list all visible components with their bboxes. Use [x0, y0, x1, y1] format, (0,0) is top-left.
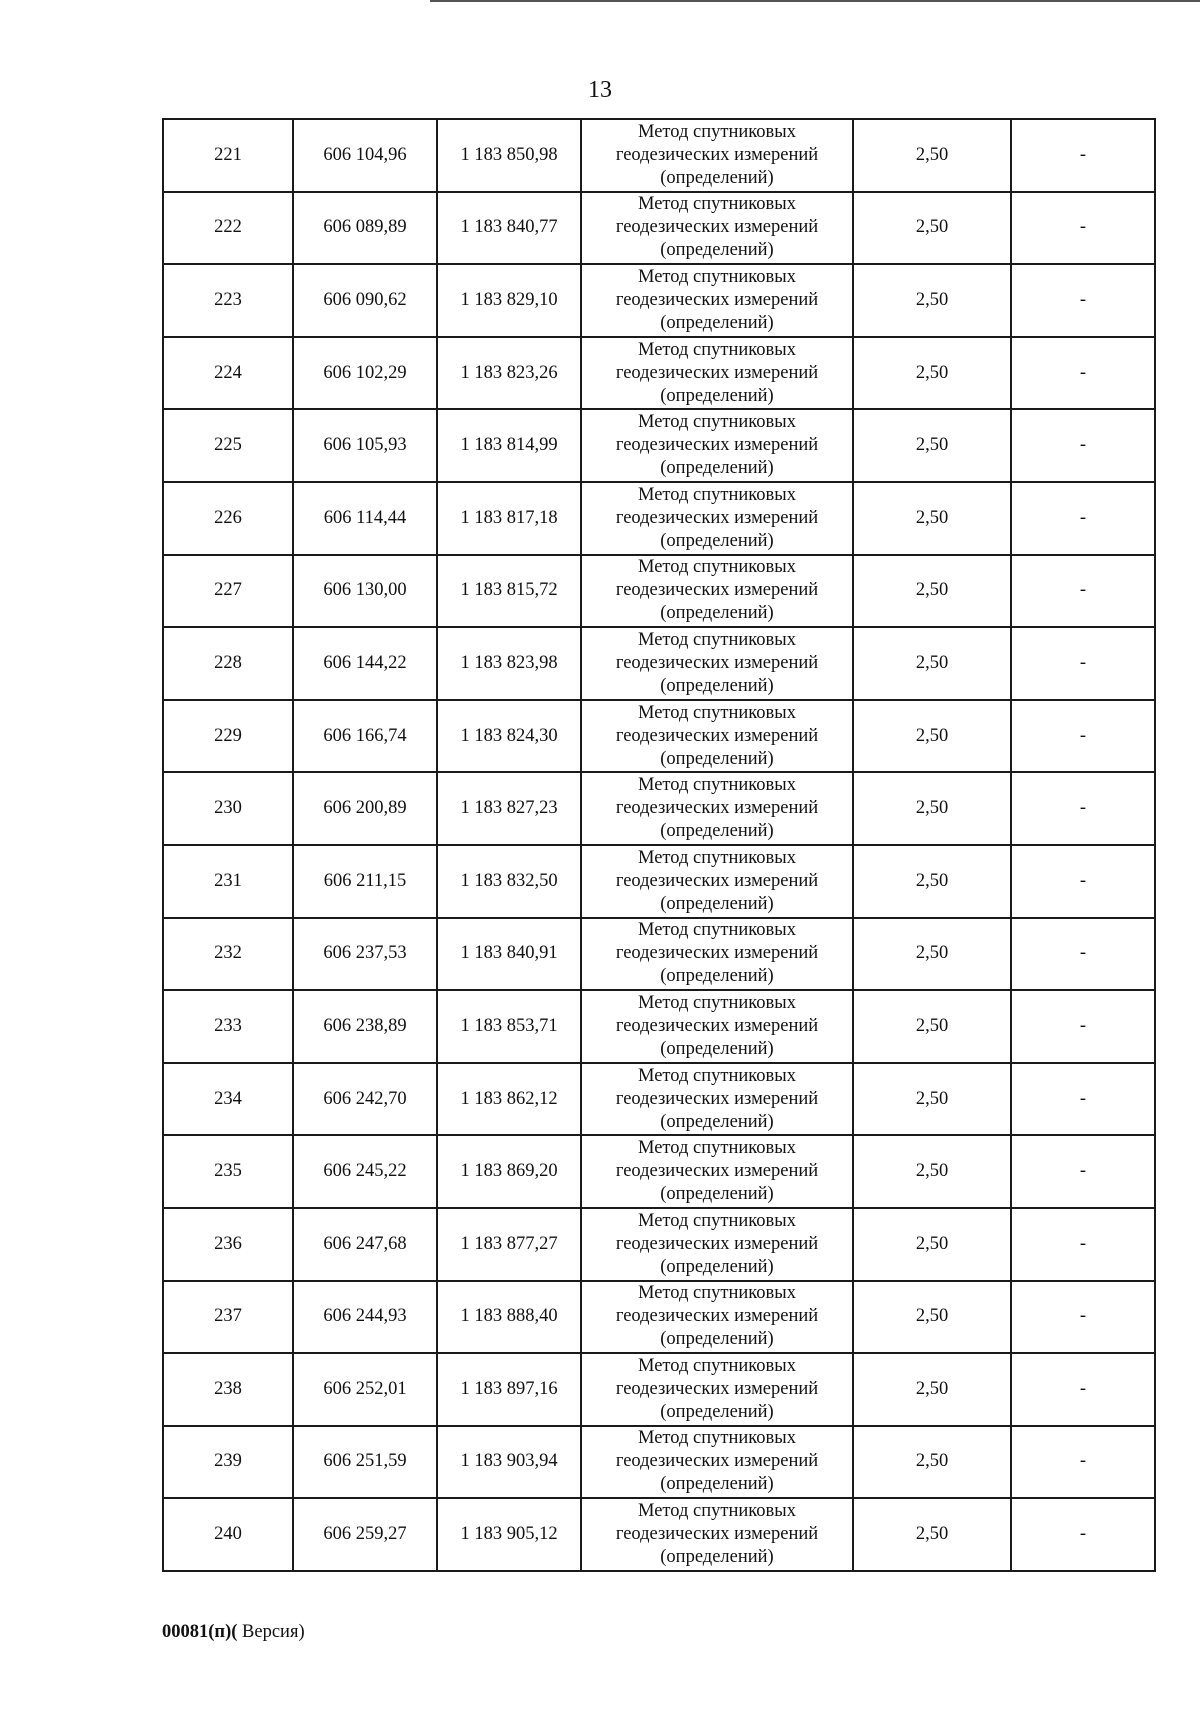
y-coordinate-cell: 1 183 905,12 — [437, 1498, 581, 1571]
method-cell — [581, 627, 853, 700]
method-line: Метод спутниковых — [638, 629, 796, 650]
table-row — [163, 1426, 1155, 1499]
method-line: (определений) — [660, 530, 774, 551]
method-cell — [581, 1353, 853, 1426]
method-line: геодезических измерений — [615, 1378, 819, 1399]
y-coordinate-cell: 1 183 815,72 — [437, 555, 581, 628]
table-row — [163, 555, 1155, 628]
point-number-cell: 233 — [163, 990, 293, 1063]
method-line: Метод спутниковых — [638, 194, 796, 215]
method-line: геодезических измерений — [615, 652, 819, 673]
point-number-cell: 223 — [163, 264, 293, 337]
x-coordinate-cell: 606 104,96 — [293, 119, 437, 192]
method-line: (определений) — [660, 1184, 774, 1205]
method-line: Метод спутниковых — [638, 1283, 796, 1304]
method-line: (определений) — [660, 1547, 774, 1568]
method-line: (определений) — [660, 603, 774, 624]
method-line: геодезических измерений — [615, 1233, 819, 1254]
y-coordinate-cell: 1 183 840,91 — [437, 918, 581, 991]
point-number-cell: 234 — [163, 1063, 293, 1136]
note-cell: - — [1011, 555, 1155, 628]
x-coordinate-cell: 606 130,00 — [293, 555, 437, 628]
method-line: Метод спутниковых — [638, 1355, 796, 1376]
document-footer — [162, 1622, 305, 1643]
x-coordinate-cell: 606 237,53 — [293, 918, 437, 991]
x-coordinate-cell: 606 252,01 — [293, 1353, 437, 1426]
y-coordinate-cell: 1 183 877,27 — [437, 1208, 581, 1281]
table-row — [163, 264, 1155, 337]
accuracy-cell: 2,50 — [853, 555, 1011, 628]
point-number-cell: 225 — [163, 409, 293, 482]
method-line: Метод спутниковых — [638, 847, 796, 868]
accuracy-cell: 2,50 — [853, 119, 1011, 192]
y-coordinate-cell: 1 183 817,18 — [437, 482, 581, 555]
x-coordinate-cell: 606 247,68 — [293, 1208, 437, 1281]
note-cell: - — [1011, 1498, 1155, 1571]
y-coordinate-cell: 1 183 850,98 — [437, 119, 581, 192]
method-cell — [581, 264, 853, 337]
x-coordinate-cell: 606 251,59 — [293, 1426, 437, 1499]
x-coordinate-cell: 606 114,44 — [293, 482, 437, 555]
point-number-cell: 235 — [163, 1135, 293, 1208]
y-coordinate-cell: 1 183 869,20 — [437, 1135, 581, 1208]
coordinates-table — [162, 118, 1156, 1572]
method-line: (определений) — [660, 1401, 774, 1422]
method-line: (определений) — [660, 167, 774, 188]
note-cell: - — [1011, 918, 1155, 991]
method-line: (определений) — [660, 312, 774, 333]
y-coordinate-cell: 1 183 897,16 — [437, 1353, 581, 1426]
y-coordinate-cell: 1 183 827,23 — [437, 772, 581, 845]
method-line: Метод спутниковых — [638, 920, 796, 941]
accuracy-cell: 2,50 — [853, 700, 1011, 773]
method-line: геодезических измерений — [615, 144, 819, 165]
y-coordinate-cell: 1 183 840,77 — [437, 192, 581, 265]
x-coordinate-cell: 606 244,93 — [293, 1281, 437, 1354]
method-line: (определений) — [660, 240, 774, 261]
table-row — [163, 845, 1155, 918]
table-row — [163, 918, 1155, 991]
y-coordinate-cell: 1 183 853,71 — [437, 990, 581, 1063]
point-number-cell: 227 — [163, 555, 293, 628]
x-coordinate-cell: 606 105,93 — [293, 409, 437, 482]
y-coordinate-cell: 1 183 823,98 — [437, 627, 581, 700]
accuracy-cell: 2,50 — [853, 918, 1011, 991]
accuracy-cell: 2,50 — [853, 1281, 1011, 1354]
method-line: (определений) — [660, 1474, 774, 1495]
method-line: Метод спутниковых — [638, 1210, 796, 1231]
x-coordinate-cell: 606 200,89 — [293, 772, 437, 845]
note-cell: - — [1011, 990, 1155, 1063]
accuracy-cell: 2,50 — [853, 845, 1011, 918]
point-number-cell: 232 — [163, 918, 293, 991]
method-line: геодезических измерений — [615, 580, 819, 601]
method-line: Метод спутниковых — [638, 1138, 796, 1159]
table-row — [163, 1281, 1155, 1354]
scan-edge-line — [430, 0, 1200, 2]
x-coordinate-cell: 606 144,22 — [293, 627, 437, 700]
note-cell: - — [1011, 627, 1155, 700]
x-coordinate-cell: 606 242,70 — [293, 1063, 437, 1136]
accuracy-cell: 2,50 — [853, 482, 1011, 555]
y-coordinate-cell: 1 183 862,12 — [437, 1063, 581, 1136]
method-line: геодезических измерений — [615, 798, 819, 819]
accuracy-cell: 2,50 — [853, 1063, 1011, 1136]
accuracy-cell: 2,50 — [853, 264, 1011, 337]
method-line: Метод спутниковых — [638, 775, 796, 796]
accuracy-cell: 2,50 — [853, 1498, 1011, 1571]
table-row — [163, 1135, 1155, 1208]
method-line: геодезических измерений — [615, 1451, 819, 1472]
method-cell — [581, 1135, 853, 1208]
table-row — [163, 700, 1155, 773]
method-line: Метод спутниковых — [638, 412, 796, 433]
table-row — [163, 337, 1155, 410]
x-coordinate-cell: 606 259,27 — [293, 1498, 437, 1571]
method-line: (определений) — [660, 966, 774, 987]
y-coordinate-cell: 1 183 824,30 — [437, 700, 581, 773]
table-row — [163, 772, 1155, 845]
method-cell — [581, 918, 853, 991]
method-cell — [581, 700, 853, 773]
table-row — [163, 482, 1155, 555]
method-line: геодезических измерений — [615, 1524, 819, 1545]
point-number-cell: 238 — [163, 1353, 293, 1426]
method-line: геодезических измерений — [615, 289, 819, 310]
method-line: геодезических измерений — [615, 1015, 819, 1036]
point-number-cell: 240 — [163, 1498, 293, 1571]
note-cell: - — [1011, 1353, 1155, 1426]
method-line: геодезических измерений — [615, 870, 819, 891]
method-line: Метод спутниковых — [638, 339, 796, 360]
method-cell — [581, 1281, 853, 1354]
x-coordinate-cell: 606 238,89 — [293, 990, 437, 1063]
y-coordinate-cell: 1 183 832,50 — [437, 845, 581, 918]
method-line: (определений) — [660, 893, 774, 914]
method-cell — [581, 1498, 853, 1571]
point-number-cell: 231 — [163, 845, 293, 918]
table-row — [163, 119, 1155, 192]
method-line: (определений) — [660, 675, 774, 696]
note-cell: - — [1011, 1135, 1155, 1208]
method-line: (определений) — [660, 1038, 774, 1059]
method-line: геодезических измерений — [615, 725, 819, 746]
y-coordinate-cell: 1 183 814,99 — [437, 409, 581, 482]
y-coordinate-cell: 1 183 888,40 — [437, 1281, 581, 1354]
x-coordinate-cell: 606 090,62 — [293, 264, 437, 337]
note-cell: - — [1011, 337, 1155, 410]
note-cell: - — [1011, 119, 1155, 192]
method-cell — [581, 119, 853, 192]
accuracy-cell: 2,50 — [853, 409, 1011, 482]
method-line: Метод спутниковых — [638, 484, 796, 505]
coordinates-table-body — [163, 119, 1155, 1571]
method-line: (определений) — [660, 1111, 774, 1132]
note-cell: - — [1011, 1063, 1155, 1136]
accuracy-cell: 2,50 — [853, 192, 1011, 265]
method-line: Метод спутниковых — [638, 1428, 796, 1449]
method-line: Метод спутниковых — [638, 702, 796, 723]
accuracy-cell: 2,50 — [853, 337, 1011, 410]
point-number-cell: 229 — [163, 700, 293, 773]
note-cell: - — [1011, 192, 1155, 265]
point-number-cell: 226 — [163, 482, 293, 555]
accuracy-cell: 2,50 — [853, 1353, 1011, 1426]
footer-version: Версия) — [237, 1622, 305, 1642]
method-line: Метод спутниковых — [638, 557, 796, 578]
method-cell — [581, 482, 853, 555]
point-number-cell: 224 — [163, 337, 293, 410]
x-coordinate-cell: 606 166,74 — [293, 700, 437, 773]
method-cell — [581, 1063, 853, 1136]
accuracy-cell: 2,50 — [853, 772, 1011, 845]
accuracy-cell: 2,50 — [853, 990, 1011, 1063]
x-coordinate-cell: 606 211,15 — [293, 845, 437, 918]
point-number-cell: 237 — [163, 1281, 293, 1354]
method-line: геодезических измерений — [615, 943, 819, 964]
note-cell: - — [1011, 700, 1155, 773]
page-number: 13 — [588, 77, 612, 103]
method-line: Метод спутниковых — [638, 1065, 796, 1086]
y-coordinate-cell: 1 183 829,10 — [437, 264, 581, 337]
note-cell: - — [1011, 772, 1155, 845]
method-cell — [581, 337, 853, 410]
point-number-cell: 230 — [163, 772, 293, 845]
table-row — [163, 990, 1155, 1063]
note-cell: - — [1011, 1426, 1155, 1499]
note-cell: - — [1011, 264, 1155, 337]
method-line: (определений) — [660, 385, 774, 406]
y-coordinate-cell: 1 183 823,26 — [437, 337, 581, 410]
method-line: геодезических измерений — [615, 1088, 819, 1109]
method-line: геодезических измерений — [615, 507, 819, 528]
y-coordinate-cell: 1 183 903,94 — [437, 1426, 581, 1499]
table-row — [163, 627, 1155, 700]
note-cell: - — [1011, 409, 1155, 482]
accuracy-cell: 2,50 — [853, 1426, 1011, 1499]
point-number-cell: 236 — [163, 1208, 293, 1281]
method-line: геодезических измерений — [615, 362, 819, 383]
x-coordinate-cell: 606 245,22 — [293, 1135, 437, 1208]
method-line: (определений) — [660, 821, 774, 842]
table-row — [163, 409, 1155, 482]
method-line: Метод спутниковых — [638, 266, 796, 287]
point-number-cell: 222 — [163, 192, 293, 265]
method-line: геодезических измерений — [615, 1306, 819, 1327]
method-cell — [581, 1426, 853, 1499]
note-cell: - — [1011, 845, 1155, 918]
x-coordinate-cell: 606 102,29 — [293, 337, 437, 410]
method-line: геодезических измерений — [615, 217, 819, 238]
method-cell — [581, 772, 853, 845]
method-line: геодезических измерений — [615, 1161, 819, 1182]
x-coordinate-cell: 606 089,89 — [293, 192, 437, 265]
method-cell — [581, 555, 853, 628]
point-number-cell: 228 — [163, 627, 293, 700]
point-number-cell: 221 — [163, 119, 293, 192]
footer-code: 00081(п)( — [162, 1622, 238, 1642]
method-line: Метод спутниковых — [638, 1501, 796, 1522]
note-cell: - — [1011, 1208, 1155, 1281]
method-line: (определений) — [660, 458, 774, 479]
method-line: (определений) — [660, 1329, 774, 1350]
table-row — [163, 1353, 1155, 1426]
method-line: геодезических измерений — [615, 435, 819, 456]
method-line: Метод спутниковых — [638, 992, 796, 1013]
note-cell: - — [1011, 1281, 1155, 1354]
method-line: (определений) — [660, 748, 774, 769]
table-row — [163, 1498, 1155, 1571]
table-row — [163, 1208, 1155, 1281]
method-cell — [581, 990, 853, 1063]
table-row — [163, 1063, 1155, 1136]
method-cell — [581, 192, 853, 265]
method-cell — [581, 1208, 853, 1281]
table-row — [163, 192, 1155, 265]
accuracy-cell: 2,50 — [853, 1135, 1011, 1208]
accuracy-cell: 2,50 — [853, 1208, 1011, 1281]
method-line: (определений) — [660, 1256, 774, 1277]
accuracy-cell: 2,50 — [853, 627, 1011, 700]
method-line: Метод спутниковых — [638, 121, 796, 142]
point-number-cell: 239 — [163, 1426, 293, 1499]
method-cell — [581, 845, 853, 918]
note-cell: - — [1011, 482, 1155, 555]
method-cell — [581, 409, 853, 482]
